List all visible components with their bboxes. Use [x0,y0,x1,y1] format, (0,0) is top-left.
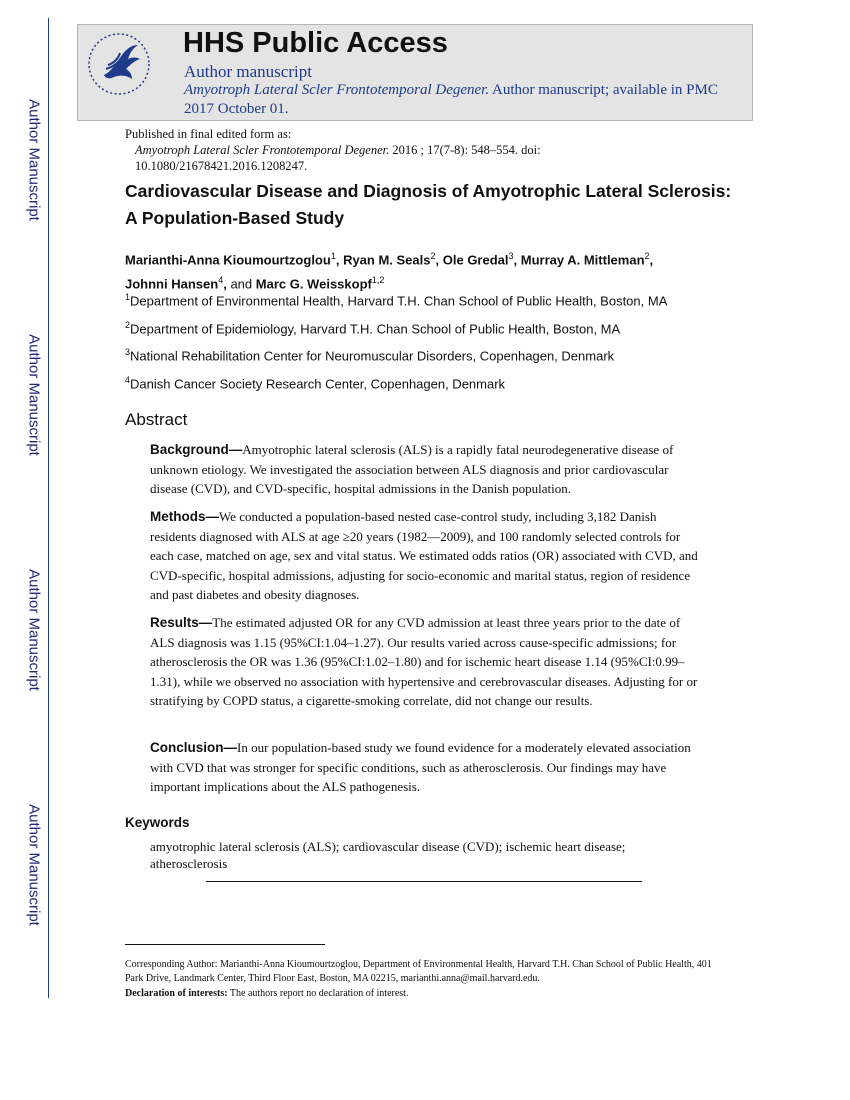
availability-text: Author manuscript; available in PMC 2017 October 01. [184,82,718,117]
hhs-eagle-logo-icon [86,31,152,97]
author: Marc G. Weisskopf [255,276,372,292]
doi-link[interactable]: 10.1080/21678421.2016.1208247. [135,159,308,173]
author: Murray A. Mittleman [520,252,645,268]
author: Ole Gredal [442,252,509,268]
divider [206,881,642,882]
author: Ryan M. Seals [343,252,431,268]
author: Johnni Hansen [125,276,219,292]
hhs-header [77,24,753,121]
corresponding-author: Corresponding Author: Marianthi-Anna Kioumourtzoglou, Department of Environmental Health, Harvard T.H. Chan School of Public Health, 401 Park Drive, Landmark Center, Third Floor East, Boston, MA 02215, marianthi.anna@mail.harvard.edu. [125,959,712,984]
author: Marianthi-Anna Kioumourtzoglou [125,252,331,268]
author-manuscript-label: Author manuscript [184,62,312,81]
published-info: Published in final edited form as: Amyotroph Lateral Scler Frontotemporal Degener. 2016 ; 17(7-8): 548–554. doi: 10.1080/21678421.2016.1208247. [125,126,725,174]
keywords-heading: Keywords [125,815,190,830]
footnote-divider [125,944,325,945]
abstract-heading: Abstract [125,410,188,429]
declaration-of-interests: Declaration of interests: The authors report no declaration of interest. [125,988,409,999]
affiliation: $^4$Danish Cancer Society Research Center, Copenhagen, Denmark [125,375,506,392]
left-margin-rule [48,18,49,998]
affiliation: $^3$National Rehabilitation Center for Neuromuscular Disorders, Copenhagen, Denmark [125,347,615,364]
abstract-results: Results—The estimated adjusted OR for any CVD admission at least three years prior to the date of ALS diagnosis was 1.15 (95%CI:1.04–1.27). Our results varied across cause-specific admissions; for atherosclerosis the OR was 1.36 (95%CI:1.02–1.80) and for ischemic heart disease 1.14 (95%CI:0.99–1.31), while we observed no association with hypertensive and cerebrovascular diseases. Adjusting for or stratifying by COPD status, a cigarette-smoking correlate, did not change our results. [150,615,698,708]
affiliation: $^1$Department of Environmental Health, Harvard T.H. Chan School of Public Health, Boston, MA [125,292,668,309]
author-list: Marianthi-Anna Kioumourtzoglou$^1$, Ryan M. Seals$^2$, Ole Gredal$^3$, Murray A. Mittleman$^2$, Johnni Hansen$^4$, and Marc G. Weisskopf$^{1,2}$ [125,251,654,292]
abstract-conclusion: Conclusion—In our population-based study we found evidence for a moderately elevated association with CVD that was stronger for specific conditions, such as atherosclerosis. Our findings may have important implications about the ALS pathogenesis. [150,740,691,794]
journal-availability [184,81,744,119]
paper-title: Cardiovascular Disease and Diagnosis of Amyotrophic Lateral Sclerosis: A Population-Based Study [125,181,732,228]
abstract-background: Background—Amyotrophic lateral sclerosis (ALS) is a rapidly fatal neurodegenerative disease of unknown etiology. We investigated the association between ALS diagnosis and prior cardiovascular disease (CVD), and CVD-specific, hospital admissions in the Danish population. [150,442,674,496]
hhs-title: HHS Public Access [183,27,448,59]
keywords-text: amyotrophic lateral sclerosis (ALS); cardiovascular disease (CVD); ischemic heart disease; atherosclerosis [150,839,626,871]
abstract-methods: Methods—We conducted a population-based nested case-control study, including 3,182 Danish residents diagnosed with ALS at age ≥20 years (1982—2009), and 100 randomly selected controls for each case, matched on age, sex and vital status. We estimated odds ratios (OR) associated with CVD, and CVD-specific, hospital admissions, adjusting for socio-economic and marital status, region of residence and past diabetes and obesity diagnoses. [150,509,698,602]
affiliation: $^2$Department of Epidemiology, Harvard T.H. Chan School of Public Health, Boston, MA [125,320,621,337]
journal-name: Amyotroph Lateral Scler Frontotemporal Degener. [184,82,490,98]
